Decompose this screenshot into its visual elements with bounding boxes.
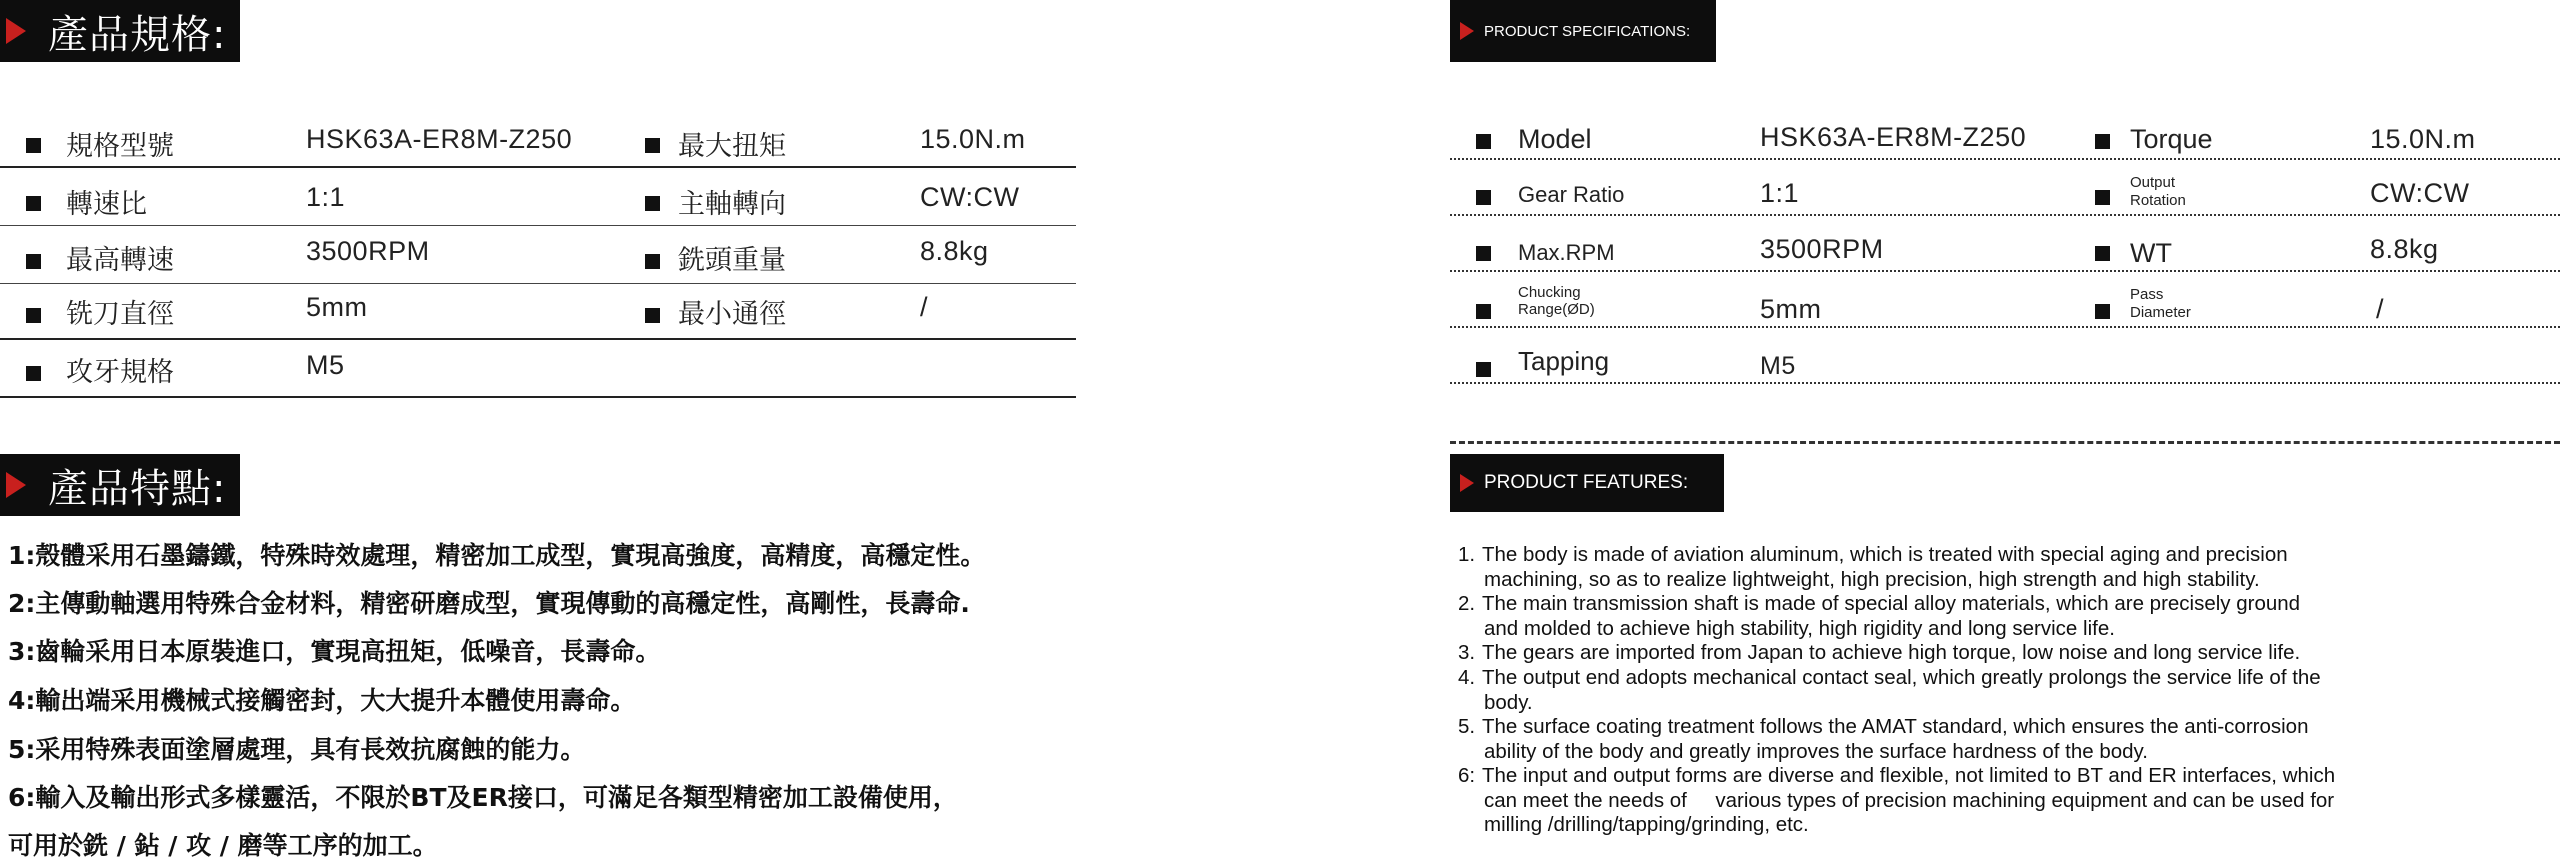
cn-spec-row xyxy=(0,284,1076,340)
cn-spec-row xyxy=(0,228,1076,284)
spec-label: Tapping xyxy=(1518,346,1610,376)
spec-value: HSK63A-ER8M-Z250 xyxy=(306,124,573,154)
en-spec-title-tag xyxy=(1450,0,1716,62)
red-triangle-icon xyxy=(1460,474,1474,492)
spec-label: Diameter xyxy=(2130,304,2191,321)
spec-label: Range(ØD) xyxy=(1518,301,1595,318)
bullet-square-icon xyxy=(1476,362,1491,377)
list-item: 4. The output end adopts mechanical contact seal, which greatly prolongs the service life of the body. xyxy=(1458,666,2321,714)
row-divider xyxy=(0,225,1076,226)
bullet-square-icon xyxy=(2095,304,2110,319)
spec-value: 5mm xyxy=(1760,294,1822,324)
spec-value: M5 xyxy=(1760,352,1796,380)
spec-label: Rotation xyxy=(2130,192,2186,209)
spec-label: Model xyxy=(1518,124,1592,154)
bullet-square-icon xyxy=(26,366,41,381)
spec-value: CW:CW xyxy=(2370,178,2470,208)
spec-label: 主軸轉向 xyxy=(678,189,786,220)
en-feature-title-tag xyxy=(1450,454,1724,512)
spec-value: 8.8kg xyxy=(2370,234,2439,264)
red-triangle-icon xyxy=(6,18,26,44)
bullet-square-icon xyxy=(645,138,660,153)
bullet-square-icon xyxy=(26,138,41,153)
spec-value: 1:1 xyxy=(1760,178,1800,208)
list-item: 4:輸出端采用機械式接觸密封，大大提升本體使用壽命。 xyxy=(8,686,636,715)
row-divider xyxy=(0,396,1076,398)
list-item: 6: The input and output forms are diverse and flexible, not limited to BT and ER interfaces, which can meet the needs of various types of precision machining equipment and can be used for milling /drilling/tapping/grinding, etc. xyxy=(1458,764,2336,837)
bullet-square-icon xyxy=(645,308,660,323)
spec-label: Chucking xyxy=(1518,284,1581,301)
bullet-square-icon xyxy=(1476,304,1491,319)
cn-spec-title-tag xyxy=(0,0,240,62)
spec-value: M5 xyxy=(306,350,345,380)
en-spec-row xyxy=(1450,216,2560,272)
bullet-square-icon xyxy=(1476,246,1491,261)
en-feature-title: PRODUCT FEATURES: xyxy=(1484,472,1689,493)
list-item: 2:主傳動軸選用特殊合金材料，精密研磨成型，實現傳動的高穩定性，高剛性，長壽命. xyxy=(8,589,970,618)
spec-value: / xyxy=(2376,294,2385,324)
cn-spec-row xyxy=(0,112,1076,168)
cn-spec-row xyxy=(0,342,1076,398)
spec-value: / xyxy=(920,292,929,322)
spec-value: 5mm xyxy=(306,292,368,322)
en-spec-title: PRODUCT SPECIFICATIONS: xyxy=(1484,22,1691,40)
spec-label: Gear Ratio xyxy=(1518,182,1625,207)
en-spec-row xyxy=(1450,104,2560,160)
spec-value: 15.0N.m xyxy=(2370,124,2476,154)
spec-label: Max.RPM xyxy=(1518,240,1615,265)
bullet-square-icon xyxy=(26,196,41,211)
bullet-square-icon xyxy=(645,196,660,211)
spec-label: Pass xyxy=(2130,286,2164,303)
bullet-square-icon xyxy=(2095,134,2110,149)
cn-spec-title: 產品規格: xyxy=(48,11,227,58)
bullet-square-icon xyxy=(1476,190,1491,205)
spec-label: 攻牙規格 xyxy=(66,357,174,388)
bullet-square-icon xyxy=(2095,246,2110,261)
list-item: 可用於銑 / 鉆 / 攻 / 磨等工序的加工。 xyxy=(8,831,438,860)
spec-label: WT xyxy=(2130,238,2172,268)
spec-label: Output xyxy=(2130,174,2176,191)
row-divider xyxy=(0,166,1076,168)
list-item: 5. The surface coating treatment follows the AMAT standard, which ensures the anti-corrosion ability of the body and greatly improves the surface hardness of the body. xyxy=(1458,715,2309,763)
list-item: 3:齒輪采用日本原裝進口，實現高扭矩，低噪音，長壽命。 xyxy=(8,637,661,666)
bullet-square-icon xyxy=(26,254,41,269)
spec-label: 最大扭矩 xyxy=(678,131,786,162)
en-spec-row xyxy=(1450,160,2560,216)
red-triangle-icon xyxy=(1460,22,1474,40)
list-item: 3. The gears are imported from Japan to achieve high torque, low noise and long service life. xyxy=(1458,641,2301,664)
bullet-square-icon xyxy=(645,254,660,269)
bullet-square-icon xyxy=(1476,134,1491,149)
en-spec-row xyxy=(1450,328,2560,384)
spec-value: 3500RPM xyxy=(306,236,430,266)
cn-feature-title: 產品特點: xyxy=(48,465,227,512)
section-separator xyxy=(1450,441,2560,444)
spec-label: Torque xyxy=(2130,124,2213,154)
spec-value: 3500RPM xyxy=(1760,234,1884,264)
list-item: 2. The main transmission shaft is made of special alloy materials, which are precisely ground and molded to achieve high stability, high rigidity and long service life. xyxy=(1458,592,2301,640)
list-item: 5:采用特殊表面塗層處理，具有長效抗腐蝕的能力。 xyxy=(8,735,586,764)
list-item: 1:殼體采用石墨鑄鐵，特殊時效處理，精密加工成型，實現高強度，高精度，高穩定性。 xyxy=(8,541,986,570)
spec-value: 8.8kg xyxy=(920,236,989,266)
spec-label: 最小通徑 xyxy=(678,299,786,330)
list-item: 6:輸入及輸出形式多樣靈活，不限於BT及ER接口，可滿足各類型精密加工設備使用， xyxy=(8,783,958,812)
list-item: 1. The body is made of aviation aluminum, which is treated with special aging and precision machining, so as to realize lightweight, high precision, high strength and high stability. xyxy=(1458,543,2288,591)
spec-value: CW:CW xyxy=(920,182,1020,212)
row-divider xyxy=(0,338,1076,340)
bullet-square-icon xyxy=(2095,190,2110,205)
spec-label: 铣刀直徑 xyxy=(66,299,174,330)
spec-value: 1:1 xyxy=(306,182,346,212)
red-triangle-icon xyxy=(6,472,26,498)
en-spec-row xyxy=(1450,272,2560,328)
spec-label: 轉速比 xyxy=(66,189,147,220)
cn-spec-row xyxy=(0,170,1076,226)
spec-label: 最高轉速 xyxy=(66,245,174,276)
spec-label: 銑頭重量 xyxy=(678,245,786,276)
row-divider xyxy=(1450,382,2560,384)
spec-label: 規格型號 xyxy=(66,131,174,162)
cn-feature-title-tag xyxy=(0,454,240,516)
spec-value: 15.0N.m xyxy=(920,124,1026,154)
spec-value: HSK63A-ER8M-Z250 xyxy=(1760,122,2027,152)
bullet-square-icon xyxy=(26,308,41,323)
